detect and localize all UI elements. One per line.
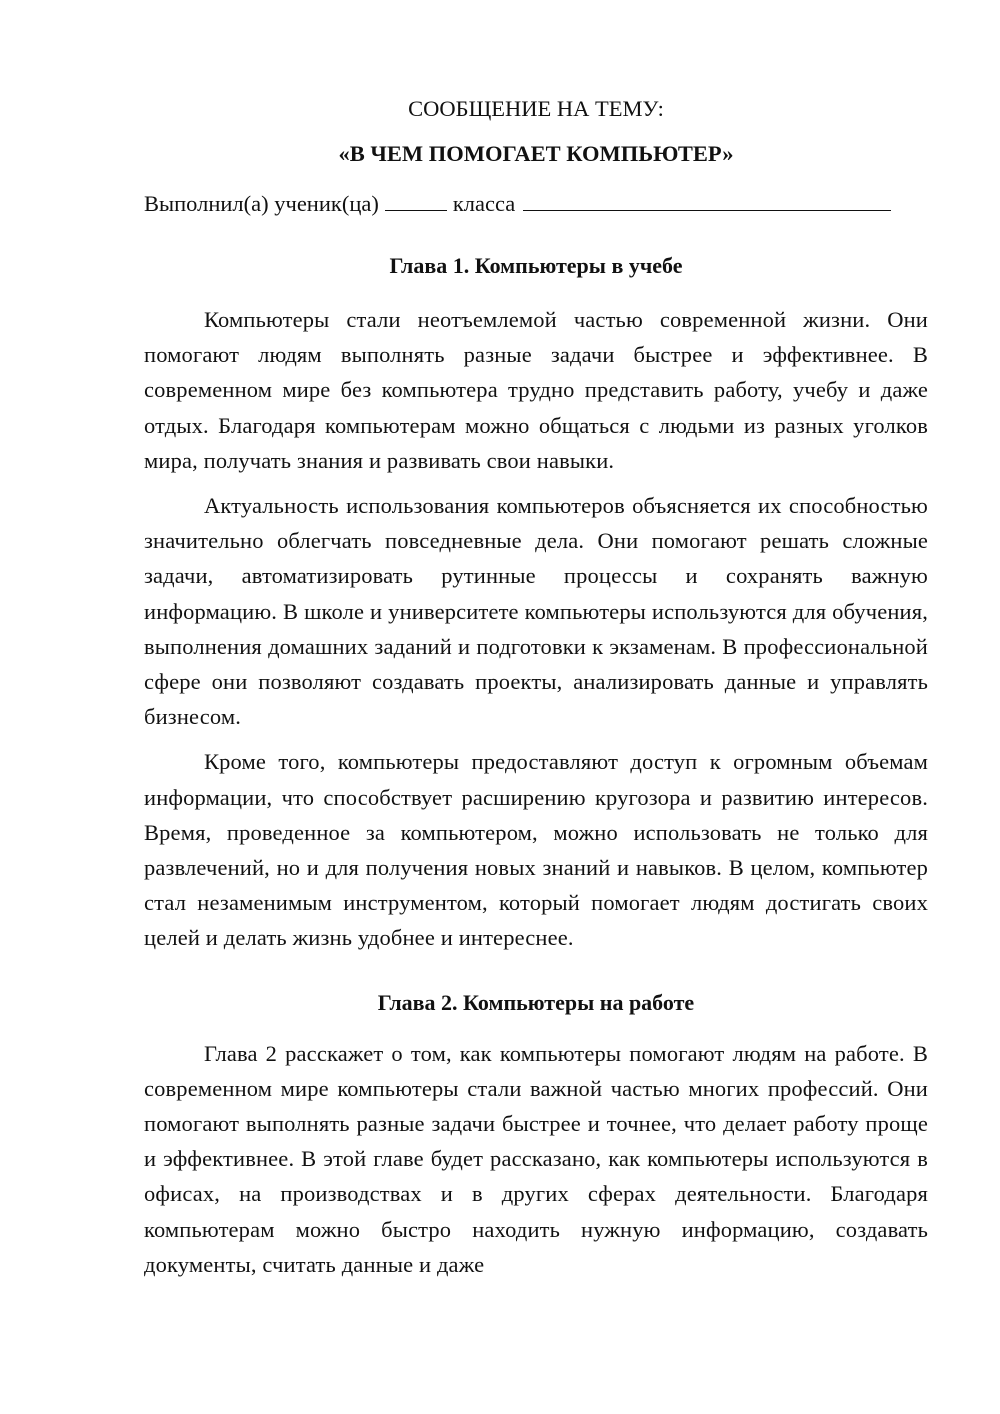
chapter-2-heading: Глава 2. Компьютеры на работе [377, 989, 695, 1015]
chapter-1-heading: Глава 1. Компьютеры в учебе [389, 253, 683, 278]
chapter-2-paragraph-1: Глава 2 расскажет о том, как компьютеры помогают людям на работе. В современном мире компьютеры стали важной частью многих профессий. Они помогают выполнять разные задачи быстрее и точнее, что делает работу проще и эффективнее. В этой главе будет рассказано, как компьютеры используются в офисах, на производствах и в других сферах деятельности. Благодаря компьютерам можно быстро находить нужную информацию, создавать документы, считать данные и даже [144, 1040, 928, 1277]
chapter-1-paragraph-3: Кроме того, компьютеры предоставляют доступ к огромным объемам информации, что способствует расширению кругозора и развитию интересов. Время, проведенное за компьютером, можно использовать не только для развлечений, но и для получения новых знаний и навыков. В целом, компьютер стал незаменимым инструментом, который помогает людям достигать своих целей и делать жизнь удобнее и интереснее. [144, 749, 928, 951]
author-prefix: Выполнил(а) ученик(ца) [144, 191, 379, 216]
grade-blank [385, 188, 447, 211]
chapter-1-paragraph-1: Компьютеры стали неотъемлемой частью современной жизни. Они помогают людям выполнять разные задачи быстрее и эффективнее. В современном мире без компьютера трудно представить работу, учебу и даже отдых. Благодаря компьютерам можно общаться с людьми из разных уголков мира, получать знания и развивать свои навыки. [144, 307, 928, 473]
chapter-1-paragraph-2: Актуальность использования компьютеров объясняется их способностью значительно облегчать повседневные дела. Они помогают решать сложные задачи, автоматизировать рутинные процессы и сохранять важную информацию. В школе и университете компьютеры используются для обучения, выполнения домашних заданий и подготовки к экзаменам. В профессиональной сфере они позволяют создавать проекты, анализировать данные и управлять бизнесом. [144, 493, 928, 730]
document-title-line1: СООБЩЕНИЕ НА ТЕМУ: [408, 96, 664, 121]
document-title-line2: «В ЧЕМ ПОМОГАЕТ КОМПЬЮТЕР» [338, 141, 734, 166]
name-blank [523, 188, 891, 211]
author-class-label: класса [452, 191, 516, 216]
document-page [144, 92, 928, 1282]
author-line [144, 187, 928, 221]
